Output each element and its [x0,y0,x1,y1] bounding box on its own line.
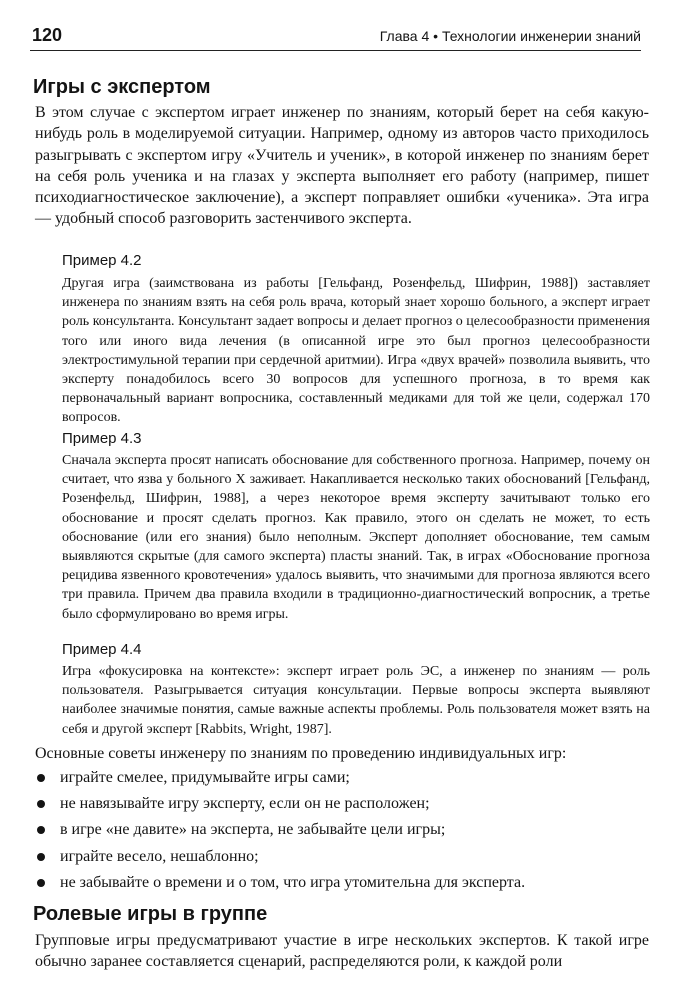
running-header [30,24,641,51]
list-item-text: играйте весело, нешаблонно; [60,847,259,865]
section-heading-expert-games: Игры с экспертом [33,76,211,98]
list-item-text: играйте смелее, придумывайте игры сами; [60,769,350,786]
example-4-3-text: Сначала эксперта просят написать обоснование для собственного прогноза. Например, почему он считает, что язва у больного X заживает. Накапливается несколько таких обоснований [Гельфанд, Розенфельд, Шифрин, 1988], а через некоторое время эксперту зачитывают только его обоснование и просят сделать прогноз. Как правило, этого он сделать не может, то есть обоснование (или его знания) было неполным. Эксперт дополняет обоснование, тем самым выявляются скрытые (для самого эксперта) пласты знаний. Так, в играх «Обоснование прогноза рецидива язвенного кровотечения» удалось выявить, что значимыми для прогноза являются всего три правила. Причем два правила входили в традиционно-диагностический вопросник, а третье было сформулировано во время игры. [62,453,650,622]
paragraph-group-games: Групповые игры предусматривают участие в игре нескольких экспертов. К такой игре обычно заранее составляется сценарий, распределяются роли, к каждой роли [35,932,649,971]
bullet-icon [37,879,45,887]
section-heading-group-games: Ролевые игры в группе [33,903,268,925]
list-item [35,846,649,872]
tips-intro: Основные советы инженеру по знаниям по проведению индивидуальных игр: [35,745,567,762]
bullet-icon [37,800,45,808]
list-item [35,767,649,793]
bullet-icon [37,826,45,834]
list-item [35,793,649,819]
page-number: 120 [32,25,63,45]
bullet-icon [37,853,45,861]
list-item [35,819,649,845]
bullet-icon [37,774,45,782]
example-4-2-text: Другая игра (заимствована из работы [Гельфанд, Розенфельд, Шифрин, 1988]) заставляет инженера по знаниям взять на себя роль врача, который знает хорошо больного, а эксперт играет роль консультанта. Консультант задает вопросы и делает прогноз о целесообразности применения того или иного вида лечения (в описанной игре это был прогноз целесообразности электростимульной терапии при сердечной аритмии). Игра «двух врачей» позволила выявить, что эксперту понадобилось всего 30 вопросов для успешного прогноза, в то время как первоначальный вариант вопросника, составленный медиками для той же цели, содержал 170 вопросов. [62,276,650,426]
chapter-title: Глава 4 • Технологии инженерии знаний [379,28,641,44]
example-4-4-text: Игра «фокусировка на контексте»: эксперт играет роль ЭС, а инженер по знаниям — роль пользователя. Разыгрывается ситуация консультации. Первые вопросы эксперта выявляют наиболее значимые понятия, самые важные аспекты проблемы. Роль пользователя может взять на себя и другой эксперт [Rabbits, Wright, 1987]. [62,664,650,737]
example-4-3-title: Пример 4.3 [62,430,142,447]
list-item-text: не забывайте о времени и о том, что игра утомительна для эксперта. [60,873,526,891]
paragraph-expert-games: В этом случае с экспертом играет инженер по знаниям, который берет на себя какую-нибудь роль в моделируемой ситуации. Например, одному из авторов часто приходилось разыгрывать с экспертом игру «Учитель и ученик», в которой инженер по знаниям берет на себя роль ученика и на глазах у эксперта выполняет его работу (например, пишет психодиагностическое заключение), а эксперт поправляет ошибки «ученика». Эта игра — удобный способ разговорить застенчивого эксперта. [35,104,649,228]
example-4-4-title: Пример 4.4 [62,641,142,658]
list-item [35,872,649,898]
list-item-text: не навязывайте игру эксперту, если он не расположен; [60,795,430,813]
tips-list [35,767,649,898]
list-item-text: в игре «не давите» на эксперта, не забывайте цели игры; [60,821,446,839]
example-4-2-title: Пример 4.2 [62,252,142,269]
